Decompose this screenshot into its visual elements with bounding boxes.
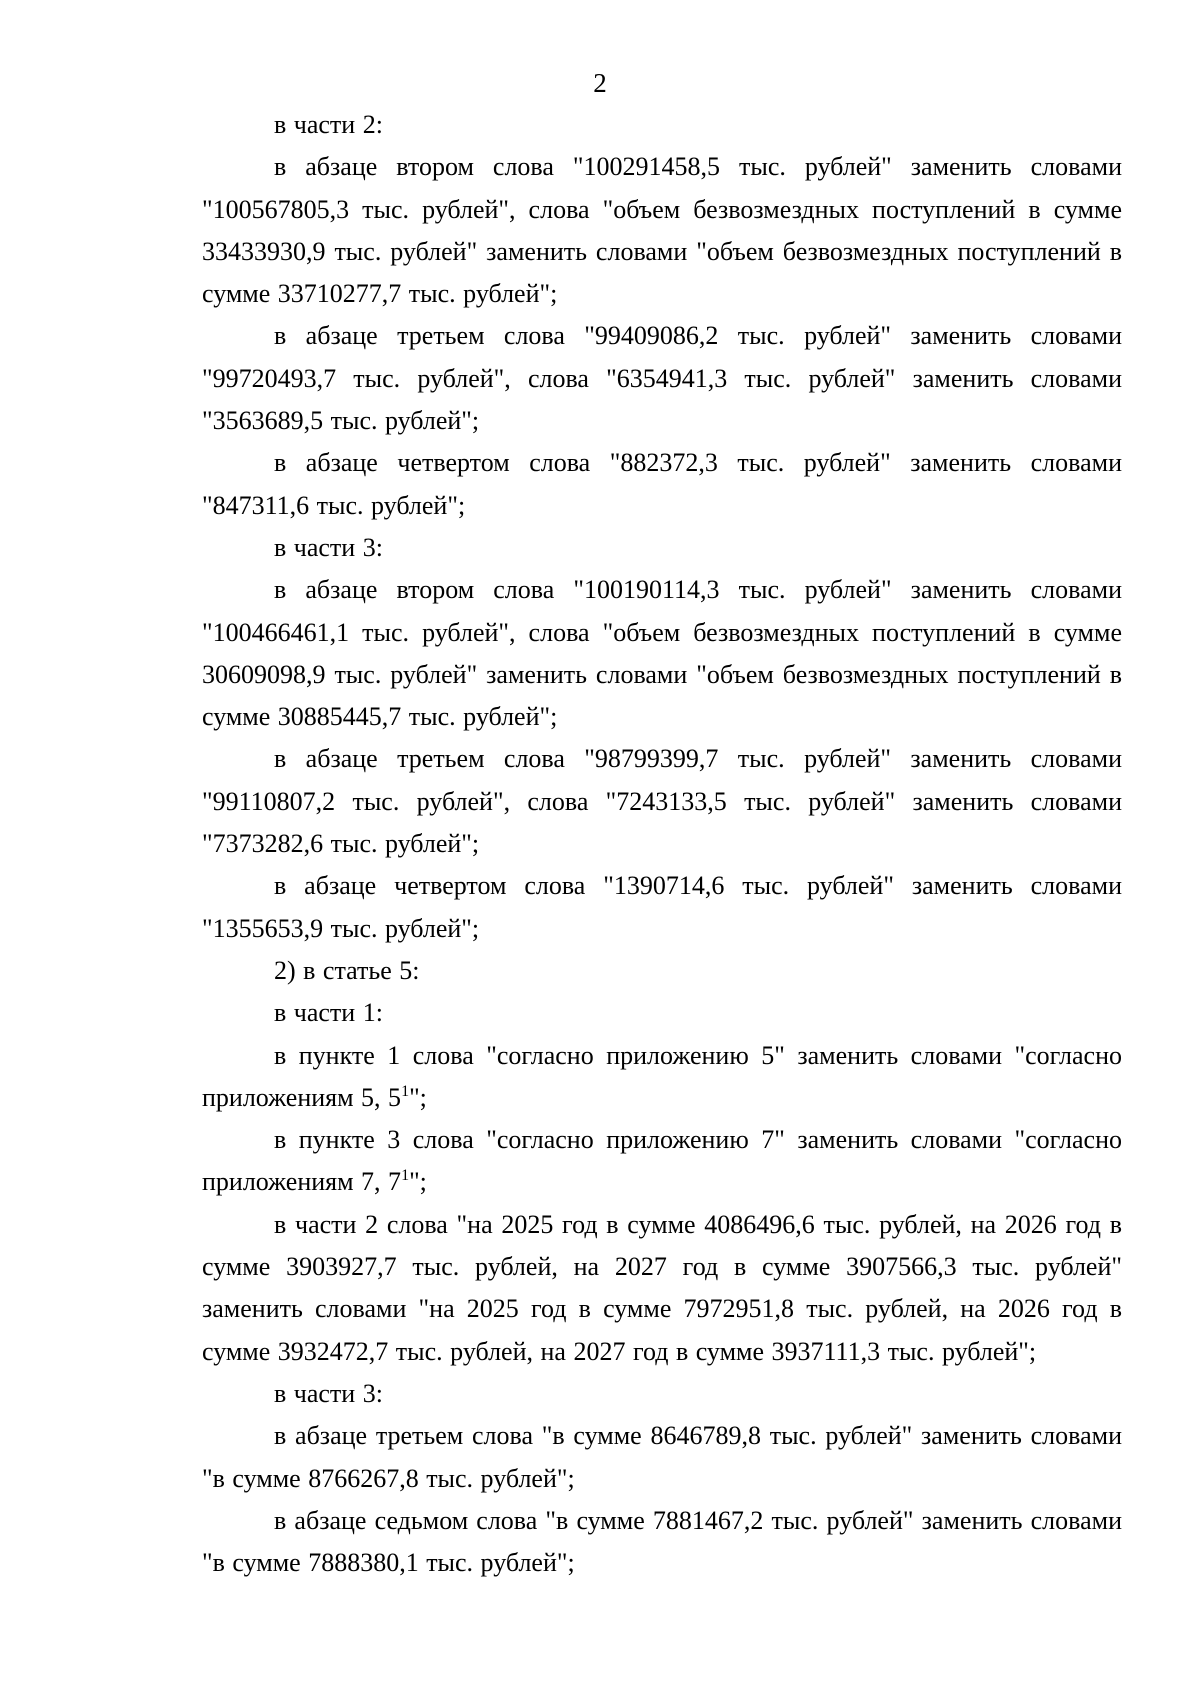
page-number: 2 <box>593 68 607 98</box>
paragraph-punkt-3-end: "; <box>409 1167 427 1197</box>
paragraph-part-3: в части 3: <box>274 532 383 562</box>
paragraph-part-2-abzac-4: в абзаце четвертом слова "882372,3 тыс. рублей" заменить словами "847311,6 тыс. рублей"; <box>202 448 1122 520</box>
superscript-index: 1 <box>401 1082 410 1100</box>
paragraph-article-5-part-3-abzac-3: в абзаце третьем слова "в сумме 8646789,8 тыс. рублей" заменить словами "в сумме 8766267,8 тыс. рублей"; <box>202 1421 1122 1493</box>
paragraph-article-5-part-2: в части 2 слова "на 2025 год в сумме 4086496,6 тыс. рублей, на 2026 год в сумме 3903927,7 тыс. рублей, на 2027 год в сумме 3907566,3 тыс. рублей" заменить словами "на 2025 год в сумме 7972951,8 тыс. рублей, на 2026 год в сумме 3932472,7 тыс. рублей, на 2027 год в сумме 3937111,3 тыс. рублей"; <box>202 1209 1122 1366</box>
paragraph-article-5-part-3: в части 3: <box>274 1378 383 1408</box>
paragraph-part-3-abzac-4: в абзаце четвертом слова "1390714,6 тыс. рублей" заменить словами "1355653,9 тыс. рублей"; <box>202 871 1122 943</box>
paragraph-punkt-1-text: в пункте 1 слова "согласно приложению 5" заменить словами "согласно приложениям 5, 5 <box>202 1040 1122 1112</box>
paragraph-article-5: 2) в статье 5: <box>274 955 420 985</box>
paragraph-part-3-abzac-3: в абзаце третьем слова "98799399,7 тыс. рублей" заменить словами "99110807,2 тыс. рублей", слова "7243133,5 тыс. рублей" заменить словами "7373282,6 тыс. рублей"; <box>202 744 1122 859</box>
superscript-index: 1 <box>401 1167 410 1185</box>
paragraph-punkt-1 <box>202 1035 1122 1120</box>
document-body <box>202 104 1122 1584</box>
paragraph-part-2-abzac-3: в абзаце третьем слова "99409086,2 тыс. рублей" заменить словами "99720493,7 тыс. рублей", слова "6354941,3 тыс. рублей" заменить словами "3563689,5 тыс. рублей"; <box>202 321 1122 436</box>
paragraph-punkt-3 <box>202 1119 1122 1204</box>
paragraph-punkt-1-end: "; <box>409 1082 427 1112</box>
paragraph-part-2-abzac-2: в абзаце втором слова "100291458,5 тыс. рублей" заменить словами "100567805,3 тыс. рублей", слова "объем безвозмездных поступлений в сумме 33433930,9 тыс. рублей" заменить словами "объем безвозмездных поступлений в сумме 33710277,7 тыс. рублей"; <box>202 152 1122 309</box>
paragraph-article-5-part-3-abzac-7: в абзаце седьмом слова "в сумме 7881467,2 тыс. рублей" заменить словами "в сумме 7888380,1 тыс. рублей"; <box>202 1505 1122 1578</box>
paragraph-article-5-part-1: в части 1: <box>274 998 383 1028</box>
paragraph-part-2: в части 2: <box>274 110 383 139</box>
paragraph-part-3-abzac-2: в абзаце втором слова "100190114,3 тыс. рублей" заменить словами "100466461,1 тыс. рублей", слова "объем безвозмездных поступлений в сумме 30609098,9 тыс. рублей" заменить словами "объем безвозмездных поступлений в сумме 30885445,7 тыс. рублей"; <box>202 575 1122 732</box>
paragraph-punkt-3-text: в пункте 3 слова "согласно приложению 7" заменить словами "согласно приложениям 7, 7 <box>202 1125 1122 1197</box>
